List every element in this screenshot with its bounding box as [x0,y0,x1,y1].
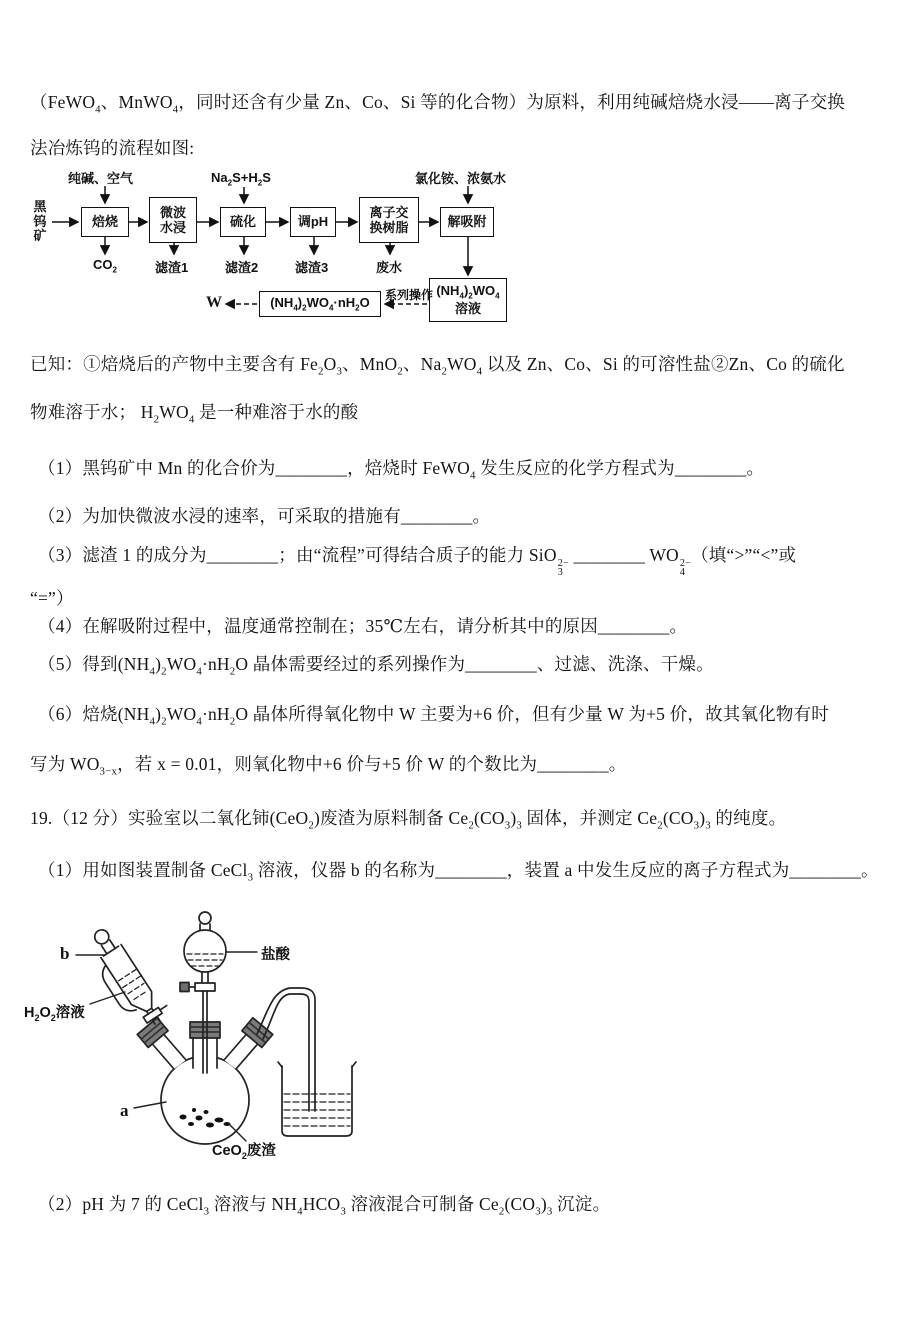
flow-output-residue1: 滤渣1 [155,260,189,275]
flow-input-na2s-h2s: $Na_2S+H_2S$ [211,170,271,188]
apparatus-label-h2o2: $H_2O_2$溶液 [24,1005,85,1023]
flow-output-waste: 废水 [376,260,403,275]
known-line-2: 物难溶于水； $H_2WO_4$ 是一种难溶于水的酸 [30,402,359,426]
flow-box-roast-label: 焙烧 [91,214,118,230]
flow-box-roast [81,207,129,237]
known-line-1: 已知：①焙烧后的产物中主要含有 $Fe_2O_3$、MnO$_2$、$Na_2WO_4$ 以及 Zn、Co、Si 的可溶性盐②Zn、Co 的硫化 [30,354,845,378]
delivery-tube [257,988,315,1111]
three-neck-flask [137,1018,272,1144]
q18-item5: （5）得到$(NH_4)_2WO_4\cdot nH_2O$ 晶体需要经过的系列操作为________、过滤、洗涤、干燥。 [38,654,714,678]
flow-box-solution-label: $(NH_4)_2WO_4$溶液 [436,283,500,317]
q18-item4: （4）在解吸附过程中，温度通常控制在；35℃左右，请分析其中的原因________。 [38,616,688,636]
flow-box-resin [359,197,419,243]
flow-output-residue2: 滤渣2 [225,260,259,275]
q19-item1: （1）用如图装置制备 CeCl$_3$ 溶液，仪器 b 的名称为________，装置 a 中发生反应的离子方程式为________。 [38,860,879,884]
apparatus-label-hcl: 盐酸 [261,947,290,963]
flow-output-co2: $CO_2$ [93,257,117,275]
flow-output-residue3: 滤渣3 [295,260,329,275]
flow-box-leach-label: 微波水浸 [159,204,186,235]
flow-label-series-operations: 系列操作 [385,288,434,302]
flow-box-solution [429,278,507,322]
flow-box-sulfide-label: 硫化 [229,214,256,230]
apparatus-label-b: b [60,944,70,963]
q18-item6-line2: 写为 $WO_{3-x}$，若 x = 0.01，则氧化物中+6 价与+5 价 W 的个数比为________。 [30,754,627,778]
flow-label-product-w: W [206,294,222,311]
flow-box-leach [149,197,197,243]
tungsten-process-flowchart [28,163,580,333]
flow-input-nh4cl-ammonia: 氯化铵、浓氨水 [415,171,507,186]
flow-box-crystal-label: $(NH_4)_2WO_4\cdot nH_2O$ [270,294,370,313]
dropping-funnel [80,922,172,1035]
flow-box-ph [290,207,336,237]
flow-box-resin-label: 离子交换树脂 [369,204,409,235]
q18-item3-line1: （3）滤渣 1 的成分为________；由“流程”可得结合质子的能力 SiO 2− 3 ________ WO 2− 4 （填“>”“<”或 [38,545,797,579]
q19-stem: 19.（12 分）实验室以二氧化铈(CeO$_2$)废渣为原料制备 $Ce_2(CO_3)_3$ 固体，并测定 $Ce_2(CO_3)_3$ 的纯度。 [30,808,787,832]
flow-box-desorb [440,207,494,237]
q18-item2: （2）为加快微波水浸的速率，可采取的措施有________。 [38,506,491,526]
q18-item1: （1）黑钨矿中 Mn 的化合价为________，焙烧时 FeWO$_4$ 发生反应的化学方程式为________。 [38,458,765,482]
apparatus-drawing [20,903,380,1171]
flow-box-ph-label: 调pH [297,214,329,230]
apparatus-figure [20,903,380,1171]
flow-box-crystal [259,291,381,317]
beaker [278,1062,356,1136]
q19-item2: （2）pH 为 7 的 CeCl$_3$ 溶液与 $NH_4HCO_3$ 溶液混合可制备 $Ce_2(CO_3)_3$ 沉淀。 [38,1194,611,1218]
q18-item3-line2: “=”） [30,588,74,608]
residue-dots [180,1108,231,1128]
apparatus-label-residue: CeO$_2$废渣 [212,1143,276,1161]
intro-line-2: 法冶炼钨的流程如图: [30,138,195,158]
flow-box-sulfide [220,207,266,237]
center-stopper [190,1022,220,1038]
separating-funnel [180,912,226,1073]
flow-source-ore: 黑钨矿 [33,199,47,244]
apparatus-label-a: a [120,1101,129,1120]
q18-item6-line1: （6）焙烧$(NH_4)_2WO_4\cdot nH_2O$ 晶体所得氧化物中 W 主要为+6 价，但有少量 W 为+5 价，故其氧化物有时 [38,704,829,728]
flow-input-soda-air: 纯碱、空气 [68,171,134,186]
intro-line-1: （FeWO$_4$、MnWO$_4$，同时还含有少量 Zn、Co、Si 等的化合物）为原料，利用纯碱焙烧水浸——离子交换 [30,92,845,116]
flow-box-desorb-label: 解吸附 [447,214,487,230]
